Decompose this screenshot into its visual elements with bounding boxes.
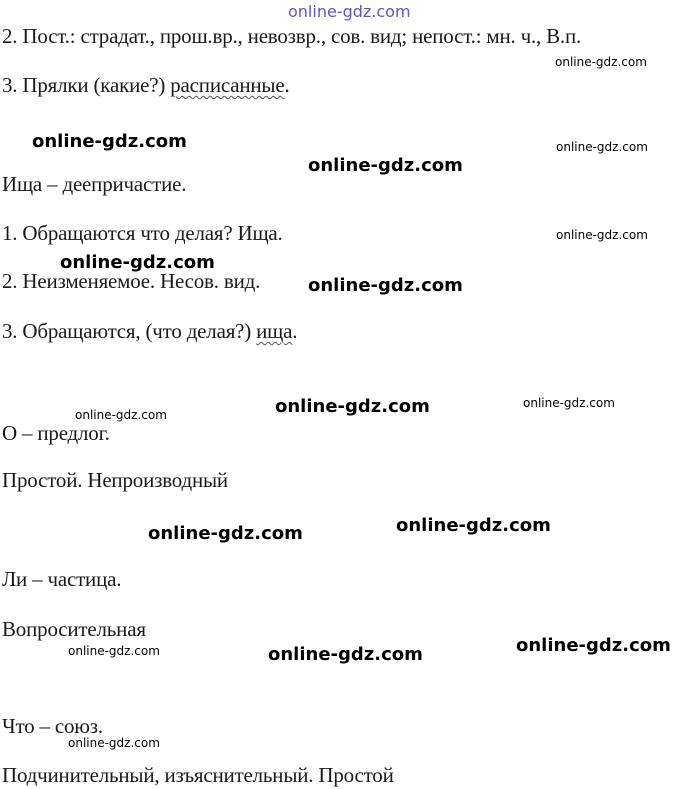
text-line-11: Что – союз. [2, 714, 103, 738]
text-line-10: Вопросительная [2, 617, 146, 641]
text-line-6-end: . [292, 319, 298, 343]
watermark: online-gdz.com [308, 155, 463, 176]
text-line-2-end: . [284, 73, 290, 97]
watermark: online-gdz.com [555, 55, 647, 69]
text-line-7: О – предлог. [2, 421, 110, 445]
watermark: online-gdz.com [275, 396, 430, 417]
text-line-3: Ища – деепричастие. [2, 172, 187, 196]
header-watermark: online-gdz.com [288, 2, 411, 21]
text-line-6 [2, 319, 297, 343]
text-line-6-start: 3. Обращаются, (что делая?) [2, 319, 257, 343]
text-line-1: 2. Пост.: страдат., прош.вр., невозвр., сов. вид; непост.: мн. ч., В.п. [2, 24, 582, 48]
watermark: online-gdz.com [556, 228, 648, 242]
watermark: online-gdz.com [32, 131, 187, 152]
text-line-2-start: 3. Прялки (какие?) [2, 73, 171, 97]
watermark: online-gdz.com [556, 140, 648, 154]
watermark: online-gdz.com [68, 736, 160, 750]
text-line-4: 1. Обращаются что делая? Ища. [2, 221, 283, 245]
text-line-12: Подчинительный, изъяснительный. Простой [2, 763, 394, 787]
underlined-word-raspisannye: расписанные [170, 73, 285, 97]
watermark: online-gdz.com [68, 644, 160, 658]
watermark: online-gdz.com [516, 635, 671, 656]
watermark: online-gdz.com [308, 275, 463, 296]
watermark: online-gdz.com [148, 523, 303, 544]
watermark: online-gdz.com [396, 515, 551, 536]
text-line-2 [2, 73, 290, 97]
text-line-9: Ли – частица. [2, 567, 122, 591]
underlined-word-ishcha: ища [256, 319, 293, 343]
watermark: online-gdz.com [523, 396, 615, 410]
watermark: online-gdz.com [75, 408, 167, 422]
text-line-5: 2. Неизменяемое. Несов. вид. [2, 269, 261, 293]
watermark: online-gdz.com [60, 252, 215, 273]
text-line-8: Простой. Непроизводный [2, 468, 228, 492]
watermark: online-gdz.com [268, 644, 423, 665]
